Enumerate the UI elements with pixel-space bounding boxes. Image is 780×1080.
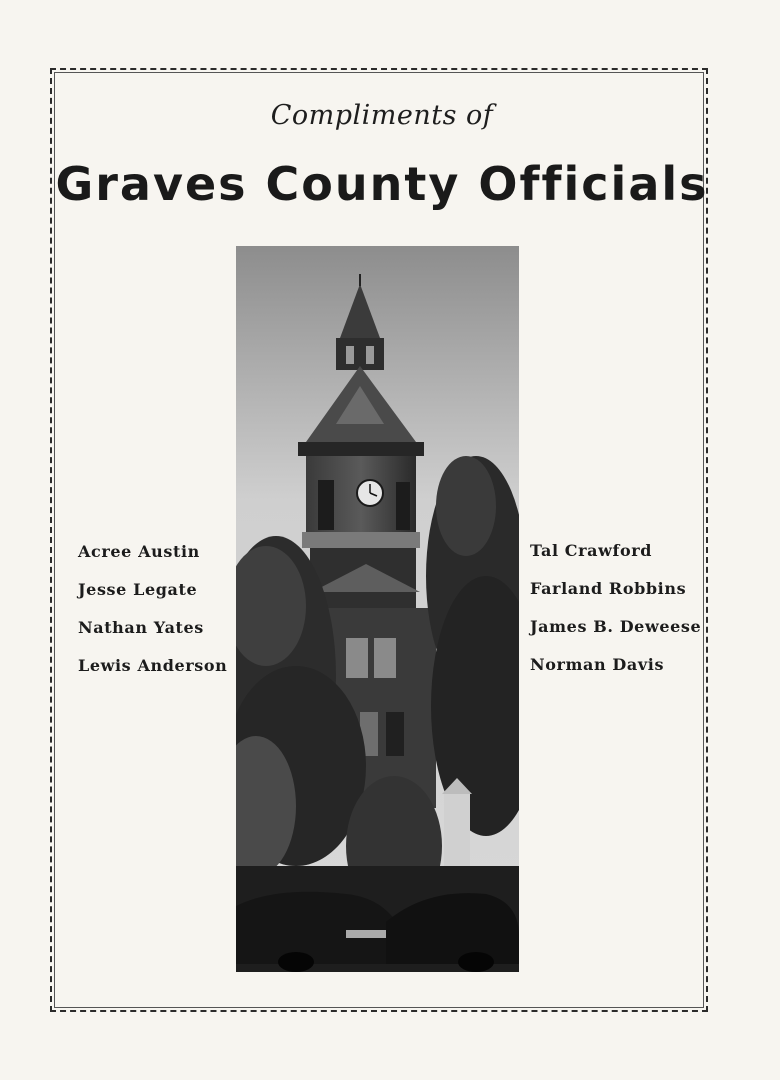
official-name: Tal Crawford [530,541,653,560]
official-name: Farland Robbins [530,579,687,598]
official-name: Norman Davis [530,655,665,674]
official-name: Jesse Legate [78,580,198,599]
official-name: Nathan Yates [78,618,204,637]
official-name: James B. Deweese [530,617,702,636]
subtitle: Compliments of [270,100,494,131]
officials-list-right [530,539,701,691]
courthouse-photo [236,246,519,972]
official-name: Lewis Anderson [78,656,228,675]
official-name: Acree Austin [78,542,200,561]
page-title: Graves County Officials [55,157,709,211]
officials-list-left [78,540,227,692]
